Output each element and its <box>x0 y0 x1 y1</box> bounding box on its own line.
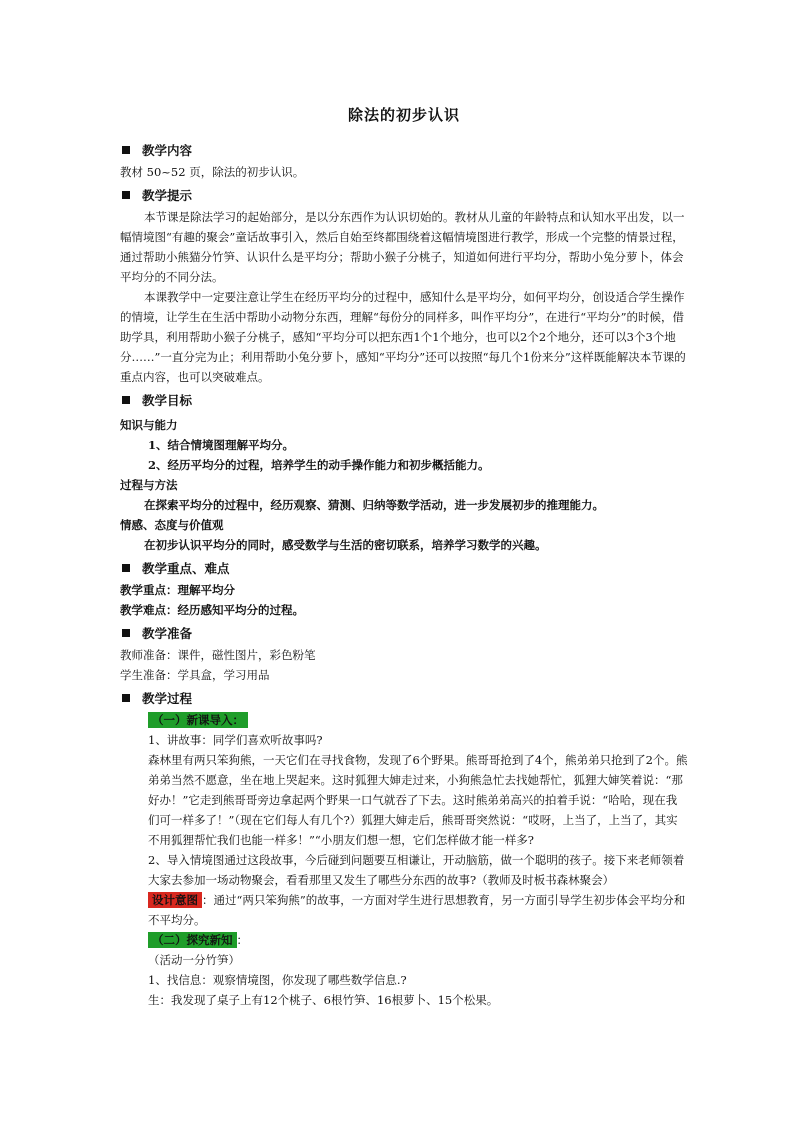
explore-tag: （二）探究新知 <box>148 932 237 948</box>
tag-line-intro <box>148 710 688 730</box>
section-heading-hints <box>120 186 688 204</box>
section-heading-key <box>120 559 688 577</box>
heading-text: 教学目标 <box>142 393 193 408</box>
document-body <box>120 104 688 1010</box>
square-bullet-icon <box>122 629 130 637</box>
square-bullet-icon <box>122 694 130 702</box>
story-paragraph: 森林里有两只笨狗熊，一天它们在寻找食物，发现了6个野果。熊哥哥抢到了4个，熊弟弟只抢到了2个。熊弟弟当然不愿意，坐在地上哭起来。这时狐狸大婶走过来，小狗熊急忙去找她帮忙，狐狸大婶笑着说：“那好办！”它走到熊哥哥旁边拿起两个野果一口气就吞了下去。这时熊弟弟高兴的拍着手说：“哈哈，现在我们可一样多了！”（现在它们每人有几个?）狐狸大婶走后，熊哥哥突然说：“哎呀，上当了，上当了，其实不用狐狸帮忙我们也能一样多！”“小朋友们想一想，它们怎样做才能一样多? <box>148 753 688 847</box>
section-heading-goals <box>120 391 688 409</box>
heading-text: 教学提示 <box>142 188 193 203</box>
square-bullet-icon <box>122 396 130 404</box>
heading-text: 教学准备 <box>142 626 193 641</box>
design-intent-tag: 设计意图 <box>148 892 202 908</box>
find-info: 1、找信息：观察情境图，你发现了哪些数学信息.? <box>148 973 407 987</box>
new-lesson-tag: （一）新课导入： <box>148 712 248 728</box>
goals-item-2: 2、经历平均分的过程，培养学生的动手操作能力和初步概括能力。 <box>148 458 490 472</box>
teacher-prep: 教师准备：课件，磁性图片，彩色粉笔 <box>120 648 316 662</box>
student-prep: 学生准备：学具盒，学习用品 <box>120 668 270 682</box>
hints-paragraph-2: 本课教学中一定要注意让学生在经历平均分的过程中，感知什么是平均分，如何平均分，创设适合学生操作的情境，让学生在生活中帮助小动物分东西，理解“每份分的同样多，叫作平均分”，在进行“平均分”的时候，借助学具，利用帮助小猴子分桃子，感知“平均分可以把东西1个1个地分，也可以2个2个地分，还可以3个3个地分……”一直分完为止；利用帮助小兔分萝卜，感知“平均分”还可以按照“每几个1份来分”这样既能解决本节课的重点内容，也可以突破难点。 <box>120 290 686 384</box>
hints-paragraph-1: 本节课是除法学习的起始部分，是以分东西作为认识切始的。教材从儿童的年龄特点和认知水平出发，以一幅情境图“有趣的聚会”童话故事引入，然后自始至终都围绕着这幅情境图进行教学，形成一个完整的情景过程，通过帮助小熊猫分竹笋、认识什么是平均分；帮助小猴子分桃子，知道如何进行平均分，帮助小兔分萝卜，体会平均分的不同分法。 <box>120 210 685 284</box>
section-heading-process <box>120 689 688 707</box>
design-intent-text: ：通过“两只笨狗熊”的故事，一方面对学生进行思想教育，另一方面引导学生初步体会平均分和不平均分。 <box>148 893 686 927</box>
tag-line-explore <box>148 930 688 950</box>
heading-text: 教学内容 <box>142 143 193 158</box>
section-heading-prep <box>120 624 688 642</box>
document-title: 除法的初步认识 <box>347 106 460 124</box>
goals-item-1: 1、结合情境图理解平均分。 <box>148 438 295 452</box>
goals-emotion-text: 在初步认识平均分的同时，感受数学与生活的密切联系，培养学习数学的兴趣。 <box>144 538 547 552</box>
process-step-2: 2、导入情境图通过这段故事，今后碰到问题要互相谦让，开动脑筋，做一个聪明的孩子。接下来老师领着大家去参加一场动物聚会，看看那里又发生了哪些分东西的故事?（教师及时板书森林聚会） <box>148 853 685 887</box>
section-heading-content <box>120 141 688 159</box>
goals-subheading-1: 知识与能力 <box>120 418 178 432</box>
difficult-point: 教学难点：经历感知平均分的过程。 <box>120 603 304 617</box>
design-intent-paragraph <box>120 890 688 930</box>
square-bullet-icon <box>122 191 130 199</box>
goals-subheading-3: 情感、态度与价值观 <box>120 518 224 532</box>
activity-label: （活动一分竹笋） <box>148 953 240 967</box>
goals-subheading-2: 过程与方法 <box>120 478 178 492</box>
student-answer: 生：我发现了桌子上有12个桃子、6根竹笋、16根萝卜、15个松果。 <box>148 993 499 1007</box>
content-text: 教材 50~52 页，除法的初步认识。 <box>120 165 305 179</box>
heading-text: 教学重点、难点 <box>142 561 230 576</box>
explore-tag-colon: ： <box>236 933 248 947</box>
process-step-1: 1、讲故事：同学们喜欢听故事吗? <box>148 733 323 747</box>
square-bullet-icon <box>122 146 130 154</box>
key-point: 教学重点：理解平均分 <box>120 583 235 597</box>
goals-process-text: 在探索平均分的过程中，经历观察、猜测、归纳等数学活动，进一步发展初步的推理能力。 <box>144 498 604 512</box>
square-bullet-icon <box>122 564 130 572</box>
heading-text: 教学过程 <box>142 691 193 706</box>
